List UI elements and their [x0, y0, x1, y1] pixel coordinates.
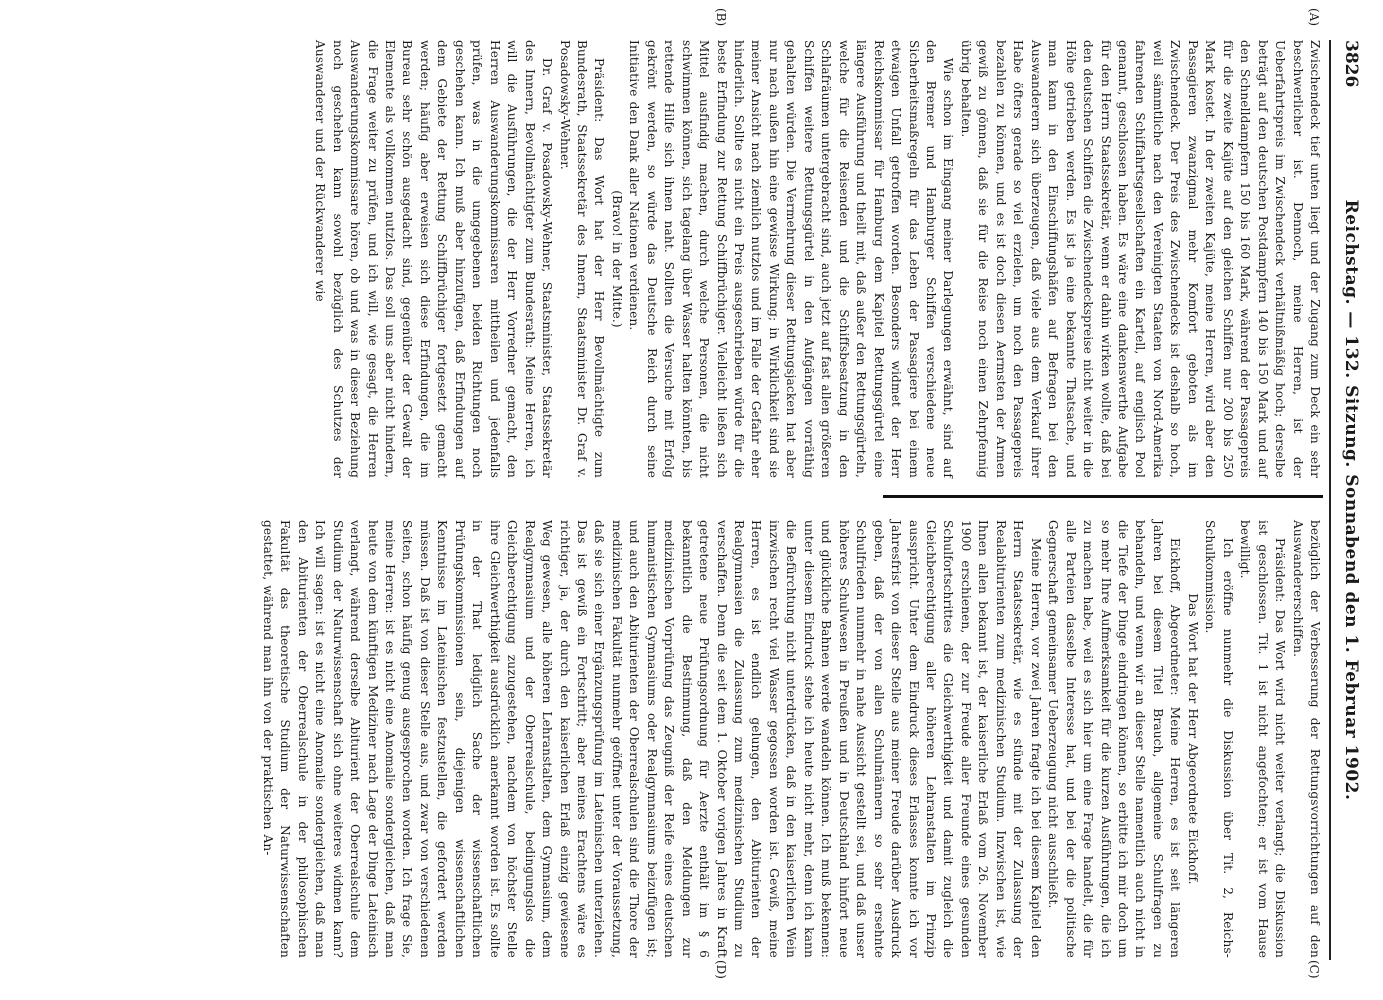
header-rule [1329, 40, 1331, 960]
right-paragraph: Das Wort hat der Herr Abgeordnete Eickhoff. [1185, 593, 1200, 885]
right-paragraph: Präsident: Das Wort wird nicht weiter verlangt; die Diskussion ist geschlossen. Tit. 1 ist nicht angefochten; er ist vom Hause bewilligt. [1238, 520, 1288, 958]
margin-marker-d: (D) [714, 960, 728, 979]
left-paragraph: Dr. Graf v. Posadowsky-Wehner, Staatsminister, Staatssekretär des Innern, Bevollmächtigter zum Bundesrath: Meine Herren, ich will die Ausführungen, die der Herr Vorredner gemacht, den Herren Auswanderungskommissaren mittheilen und jedenfalls prüfen, was in die umgegebenen beiden Richtungen noch geschehen kann. Ich muß aber hinzufügen, daß Erfindungen auf dem Gebiete der Rettung Schiffbrüchiger fortgesetzt gemacht werden; häufig aber erweisen sich diese Erfindungen, die im Bureau sehr schön ausgedacht sind, gegenüber der Gewalt der Elemente als vollkommen nutzlos. Das soll uns aber nicht hindern, die Frage weiter zu prüfen, und ich will, wie gesagt, die Herren Auswanderungskommissare hören, ob und was in dieser Beziehung noch geschehen kann sowohl bezüglich des Schutzes der Auswanderer und der Rückwanderer wie [313, 40, 555, 478]
page-title: Reichstag. — 132. Sitzung. Sonnabend den 1. Februar 1902. [1341, 199, 1361, 801]
margin-marker-a: (A) [1307, 8, 1321, 27]
right-column [258, 520, 1323, 958]
margin-marker-c: (C) [1307, 960, 1321, 979]
right-paragraph: Meine Herren, vor zwei Jahren fragte ich bei diesem Kapitel den Herrn Staatssekretär, wie es stünde mit der Zulassung der Realabiturienten zum medizinischen Studium. Inzwischen ist, wie Ihnen allen bekannt ist, der kaiserliche Erlaß vom 26. November 1900 erschienen, der zur Freude aller Freunde eines gesunden Schulfortschrittes die Gleichwerthigkeit und damit zugleich die Gleichberechtigung aller höheren Lehranstalten im Prinzip ausspricht. Unter dem Eindruck dieses Erlasses konnte ich vor Jahresfrist von dieser Stelle aus meiner Freude darüber Ausdruck geben, daß der von allen Schulmännern so sehr ersehnte Schulfrieden nunmehr in nahe Aussicht gestellt sei, und daß unser höheres Schulwesen in Preußen und in Deutschland hinfort neue und glückliche Bahnen werde wandeln können. Ich muß bekennen: unter diesem Eindruck stehe ich heute nicht mehr, denn ich kann die Befürchtung nicht unterdrücken, daß in den kaiserlichen Wein inzwischen recht viel Wasser gegossen worden ist. Gewiß, meine Herren, es ist endlich gelungen, den Abiturienten der Realgymnasien die Zulassung zum medizinischen Studium zu verschaffen. Denn die seit dem 1. Oktober vorigen Jahres in Kraft getretene neue Prüfungsordnung für Aerzte enthält im § 6 bekanntlich die Bestimmung, daß den Meldungen zur medizinischen Vorprüfung das Zeugniß der Reife eines deutschen humanistischen Gymnasiums oder Realgymnasiums beizufügen ist; und auch den Abiturienten der Oberrealschulen sind die Thore der medizinischen Fakultät nunmehr geöffnet unter der Voraussetzung, daß sie sich einer Ergänzungsprüfung im Lateinischen unterziehen. Das ist gewiß ein Fortschritt; aber meines Erachtens wäre es richtiger, ja, der durch den kaiserlichen Erlaß einzig gewiesene Weg gewesen, alle höheren Lehranstalten, dem Gymnasium, dem Realgymnasium und der Oberrealschule, bedingungslos die Gleichberechtigung zuzugestehen, nachdem von höchster Stelle ihre Gleichwerthigkeit ausdrücklich anerkannt worden ist. Es sollte in der That lediglich Sache der wissenschaftlichen Prüfungskommissionen sein, diejenigen wissenschaftlichen Kenntnisse im Lateinischen festzustellen, die gefordert werden müssen. Daß ist von dieser Stelle aus, und zwar von verschiedenen Seiten, schon häufig genug ausgesprochen worden. Ich frage Sie, meine Herren: ist es nicht eine Anomalie sondergleichen, daß man heute von dem künftigen Mediziner nach Lage der Dinge Lateinisch verlangt, während derselbe Abiturient der Oberrealschule dem Studium der Naturwissenschaft sich ohne weiteres widmen kann? Ich will sagen: ist es nicht eine Anomalie sondergleichen, daß man den Abiturienten der Oberrealschule in der philosophischen Fakultät das theoretische Studium der Naturwissenschaften gestattet, während man ihn von der praktischen An- [260, 520, 1043, 958]
page-number: 3826 [1341, 40, 1361, 88]
left-paragraph: Zwischendeck tief unten liegt und der Zugang zum Deck ein sehr beschwerlicher ist. Dennoch, meine Herren, ist der Ueberfahrtspreis im Zwischendeck verhältnißmäßig hoch; derselbe beträgt auf den deutschen Postdampfern 140 bis 150 Mark und auf den Schnelldampfern 150 bis 160 Mark, während der Passagepreis für die zweite Kajüte auf den gleichen Schiffen nur 200 bis 250 Mark kostet. In der zweiten Kajüte, meine Herren, wird aber den Passagieren zwanzigmal mehr Komfort geboten als im Zwischendeck. Der Preis des Zwischendecks ist deshalb so hoch, weil sämmtliche nach den Vereinigten Staaten von Nord-Amerika fahrenden Schiffahrtsgesellschaften ein Kartell, auf englisch Pool genannt, geschlossen haben. Es wäre eine dankenswerthe Aufgabe für den Herrn Staatssekretär, wenn er dahin wirken wollte, daß bei den deutschen Schiffen die Zwischendeckspreise nicht weiter in die Höhe getrieben werden. Es ist ja eine bekannte Thatsache, und man kann in den Einschiffungshäfen auf Befragen bei den Auswanderern sich überzeugen, daß viele aus dem Verkauf ihrer Habe öfters gerade so viel erzielen, um noch den Passagepreis bezahlen zu können, und es ist doch diesen Aermsten der Armen gewiß zu gönnen, daß sie für die Reise noch einen Zehrpfennig übrig behalten. [958, 40, 1322, 478]
column-divider [883, 495, 1323, 498]
left-column [311, 40, 1323, 478]
margin-marker-b: (B) [714, 8, 728, 27]
left-paragraph: Präsident: Das Wort hat der Herr Bevollmächtigte zum Bundesrath, Staatssekretär des Innern, Staatsminister Dr. Graf v. Posadowsky-Wehner. [557, 40, 607, 478]
left-paragraph: Wie schon im Eingang meiner Darlegungen erwähnt, sind auf den Bremer und Hamburger Schiffen verschiedene neue Sicherheitsmaßregeln für das Leben der Passagiere bei einem etwaigen Unfall getroffen worden. Besonders widmet der Herr Reichskommissar für Hamburg dem Kapitel Rettungsgürtel eine längere Ausführung und theilt mit, daß außer den Rettungsgürteln, welche für die Reisenden und die Schiffsbesatzung in den Schlafräumen untergebracht sind, auch jetzt auf fast allen größeren Schiffen weitere Rettungsgürtel in den Aufgängen vorräthig gehalten würden. Die Vermehrung dieser Rettungsjacken hat aber nur nach außen hin eine gewisse Wirkung; in Wirklichkeit sind sie meiner Ansicht nach ziemlich nutzlos und im Falle der Gefahr eher hinderlich. Sollte es nicht ein Preis ausgeschrieben würde für die beste Erfindung zur Rettung Schiffbrüchiger. Vielleicht ließen sich Mittel ausfindig machen, durch welche Personen, die nicht schwimmen können, sich tagelang über Wasser halten könnten, bis rettende Hilfe sich ihnen naht. Sollten die Versuche mit Erfolg gekrönt werden, so würde das Deutsche Reich durch seine Initiative den Dank aller Nationen verdienen. [627, 40, 956, 478]
right-paragraph: Eickhoff, Abgeordneter: Meine Herren, es ist seit längeren Jahren bei diesem Titel Brauch, allgemeine Schulfragen zu behandeln, und wenn wir an dieser Stelle namentlich auch nicht in die Tiefe der Dinge eindringen können, so erbitte ich mir doch um so mehr Ihre Aufmerksamkeit für die kurzen Ausführungen, die ich zu machen habe, weil es sich hier um eine Frage handelt, die für alle Parteien dasselbe Interesse hat, und bei der die politische Gegnerschaft gemeinsamer Ueberzeugung nicht ausschließt. [1046, 520, 1183, 958]
right-paragraph: bezüglich der Verbesserung der Rettungsvorrichtungen auf den Auswandererschiffen. [1290, 520, 1322, 958]
applause-note: (Bravo! in der Mitte.) [609, 190, 624, 328]
right-paragraph: Ich eröffne nunmehr die Diskussion über Tit. 2, Reichs-Schulkommission. [1203, 520, 1235, 958]
page-header [1335, 40, 1365, 960]
